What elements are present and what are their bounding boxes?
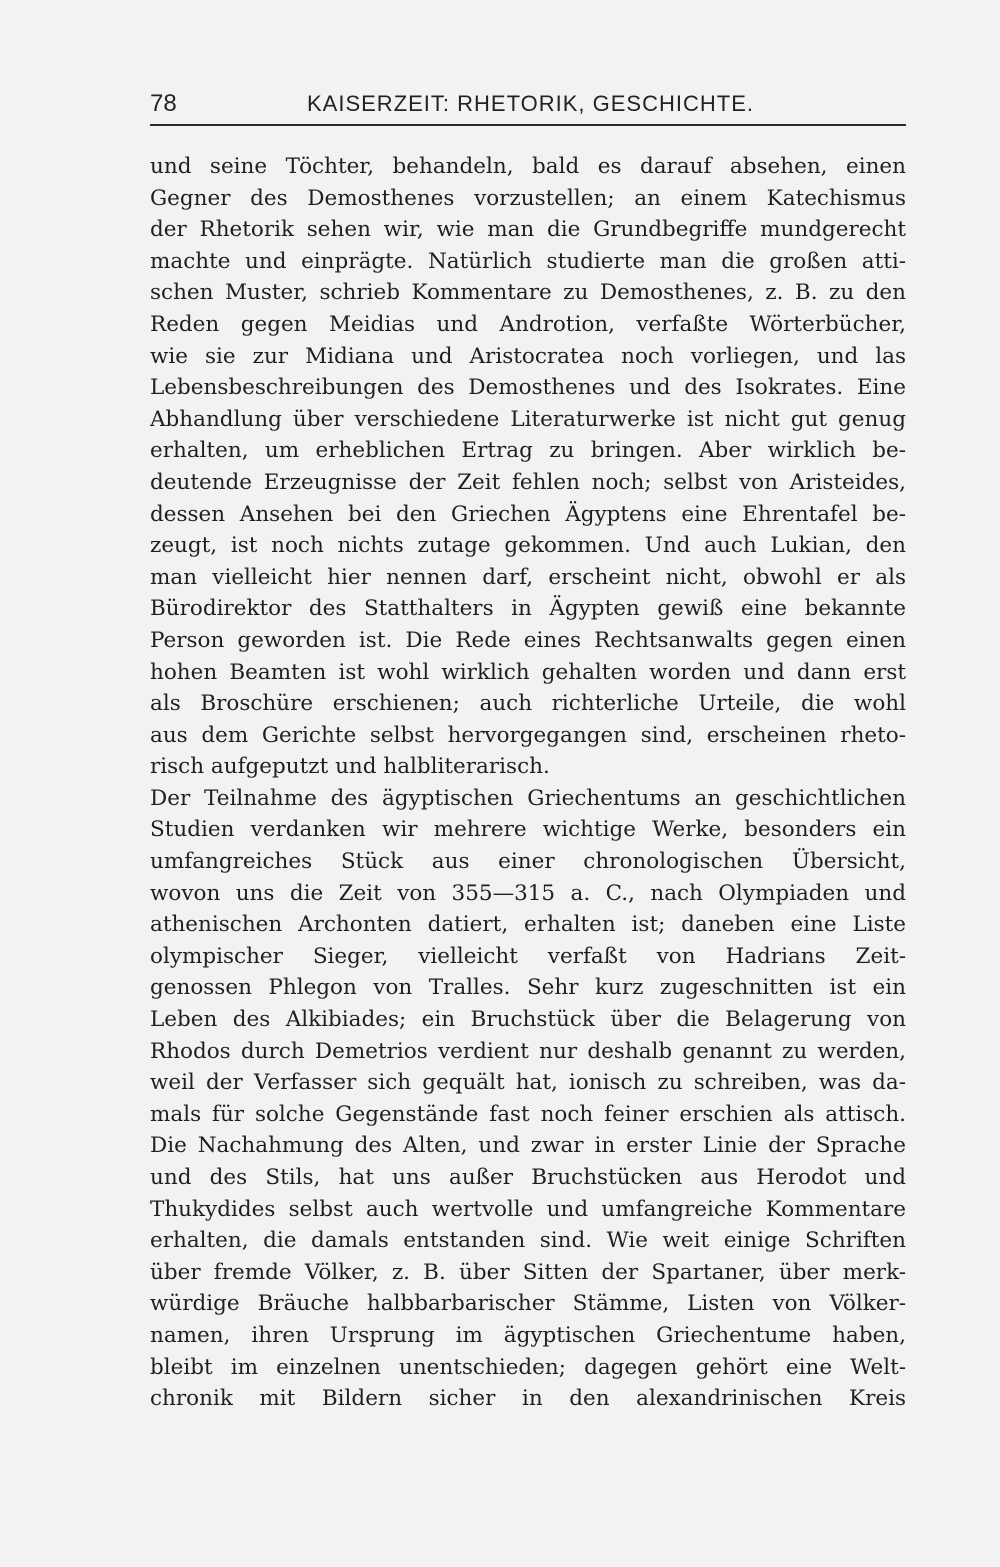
text-line: Studien verdanken wir mehrere wichtige Werke, besonders ein	[150, 817, 906, 843]
text-line: Der Teilnahme des ägyptischen Griechentums an geschichtlichen	[150, 785, 906, 811]
text-line: würdige Bräuche halbbarbarischer Stämme, Listen von Völker-	[150, 1291, 906, 1317]
text-line: aus dem Gerichte selbst hervorgegangen sind, erscheinen rheto-	[150, 722, 906, 748]
text-line: Thukydides selbst auch wertvolle und umfangreiche Kommentare	[150, 1196, 906, 1222]
text-line: Bürodirektor des Statthalters in Ägypten gewiß eine bekannte	[150, 596, 906, 622]
text-line: Reden gegen Meidias und Androtion, verfaßte Wörterbücher,	[150, 311, 906, 337]
text-line: dessen Ansehen bei den Griechen Ägyptens eine Ehrentafel be-	[150, 501, 906, 527]
page-number: 78	[150, 90, 177, 117]
text-line: und seine Töchter, behandeln, bald es darauf absehen, einen	[150, 154, 906, 179]
text-line: schen Muster, schrieb Kommentare zu Demosthenes, z. B. zu den	[150, 280, 906, 306]
text-line: bleibt im einzelnen unentschieden; dagegen gehört eine Welt-	[150, 1354, 906, 1380]
text-line: erhalten, die damals entstanden sind. Wie weit einige Schriften	[150, 1228, 906, 1254]
text-line: chronik mit Bildern sicher in den alexandrinischen Kreis	[150, 1386, 906, 1412]
text-line: Abhandlung über verschiedene Literaturwerke ist nicht gut genug	[150, 406, 906, 432]
text-line: weil der Verfasser sich gequält hat, ionisch zu schreiben, was da-	[150, 1070, 906, 1096]
body-text	[150, 151, 906, 1415]
text-line: Rhodos durch Demetrios verdient nur deshalb genannt zu werden,	[150, 1038, 906, 1064]
text-line: athenischen Archonten datiert, erhalten ist; daneben eine Liste	[150, 912, 906, 938]
running-head: KAISERZEIT: RHETORIK, GESCHICHTE.	[307, 91, 754, 116]
text-line: olympischer Sieger, vielleicht verfaßt von Hadrians Zeit-	[150, 943, 906, 969]
text-line: umfangreiches Stück aus einer chronologischen Übersicht,	[150, 849, 906, 875]
text-line: Lebensbeschreibungen des Demosthenes und des Isokrates. Eine	[150, 375, 906, 401]
text-line: Die Nachahmung des Alten, und zwar in erster Linie der Sprache	[150, 1133, 906, 1159]
text-line: namen, ihren Ursprung im ägyptischen Griechentume haben,	[150, 1322, 906, 1348]
text-line: erhalten, um erheblichen Ertrag zu bringen. Aber wirklich be-	[150, 438, 906, 464]
text-line: über fremde Völker, z. B. über Sitten der Spartaner, über merk-	[150, 1259, 906, 1285]
text-line: wie sie zur Midiana und Aristocratea noch vorliegen, und las	[150, 343, 906, 369]
text-line: Leben des Alkibiades; ein Bruchstück über die Belagerung von	[150, 1007, 906, 1033]
text-line: als Broschüre erschienen; auch richterliche Urteile, die wohl	[150, 691, 906, 717]
text-line: mals für solche Gegenstände fast noch feiner erschien als attisch.	[150, 1101, 906, 1127]
text-line: wovon uns die Zeit von 355—315 a. C., nach Olympiaden und	[150, 880, 906, 906]
text-line: hohen Beamten ist wohl wirklich gehalten worden und dann erst	[150, 659, 906, 685]
text-line: der Rhetorik sehen wir, wie man die Grundbegriffe mundgerecht	[150, 217, 906, 243]
text-line: deutende Erzeugnisse der Zeit fehlen noch; selbst von Aristeides,	[150, 469, 906, 495]
text-line: machte und einprägte. Natürlich studierte man die großen atti-	[150, 248, 906, 274]
text-line: zeugt, ist noch nichts zutage gekommen. Und auch Lukian, den	[150, 533, 906, 559]
text-line: man vielleicht hier nennen darf, erscheint nicht, obwohl er als	[150, 564, 906, 590]
text-line: genossen Phlegon von Tralles. Sehr kurz zugeschnitten ist ein	[150, 975, 906, 1001]
text-line: und des Stils, hat uns außer Bruchstücken aus Herodot und	[150, 1165, 906, 1190]
text-line: Person geworden ist. Die Rede eines Rechtsanwalts gegen einen	[150, 627, 906, 653]
text-line: risch aufgeputzt und halbliterarisch.	[150, 754, 550, 780]
text-line: Gegner des Demosthenes vorzustellen; an einem Katechismus	[150, 185, 906, 211]
page-header	[150, 88, 906, 126]
